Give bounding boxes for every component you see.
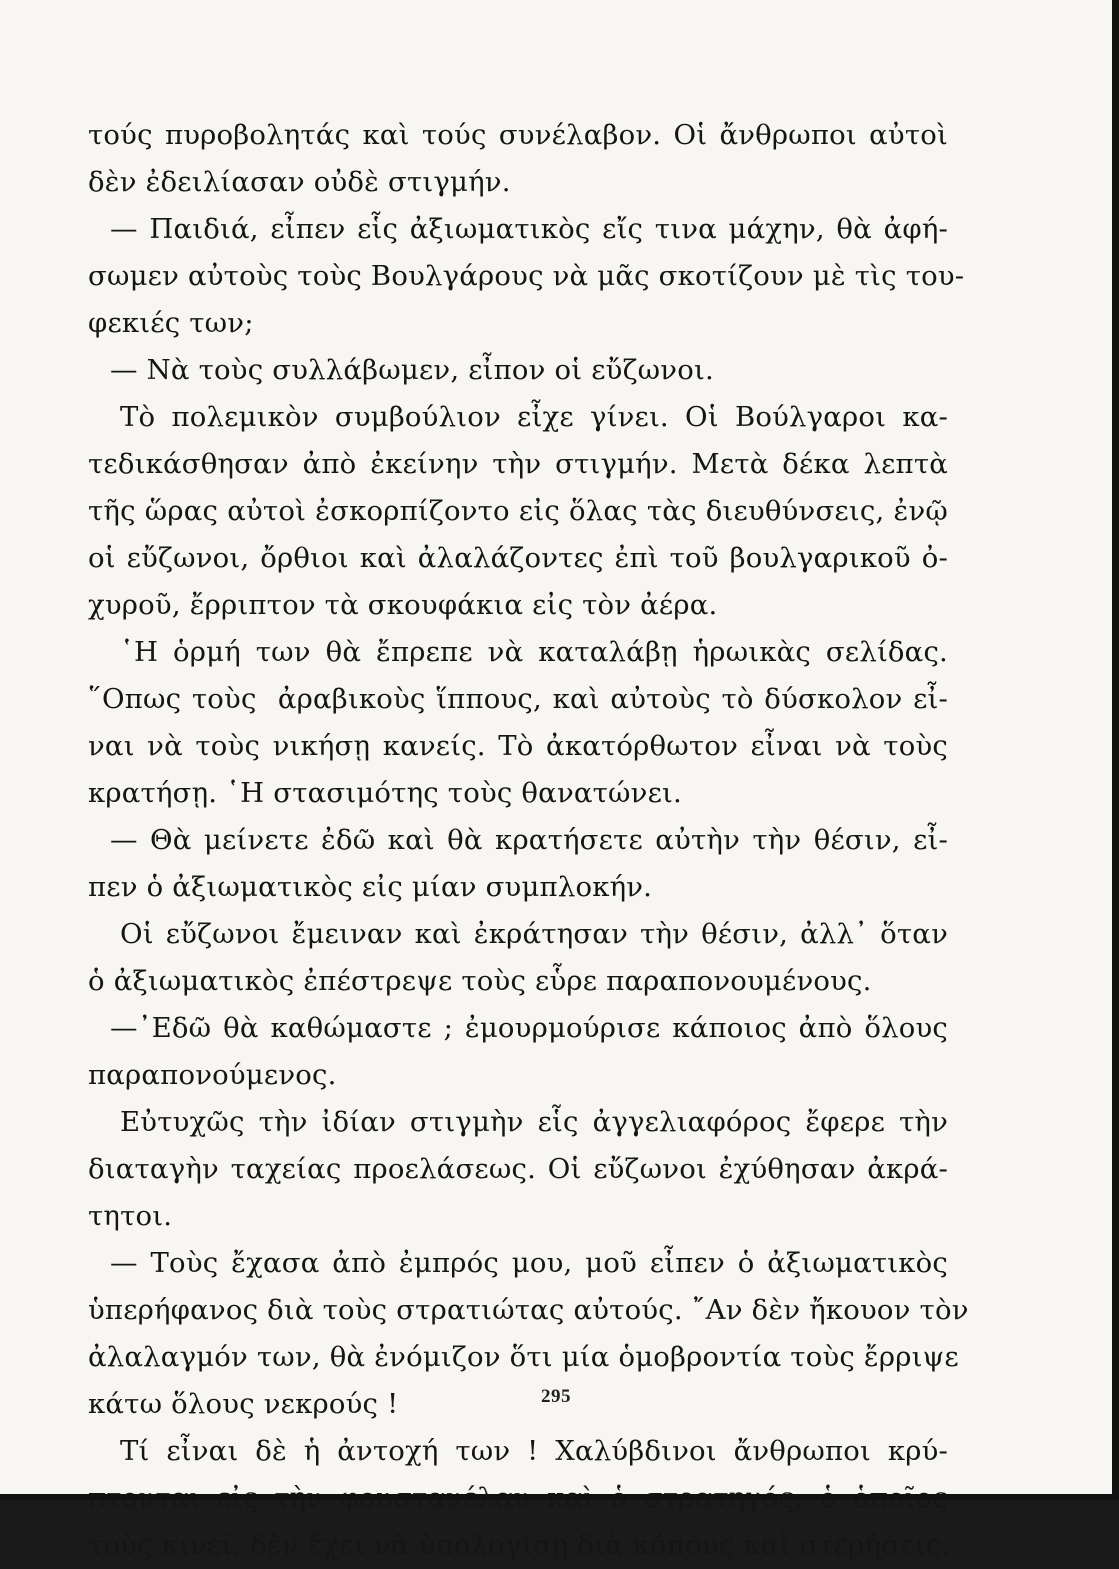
text-line: —᾽Εδῶ θὰ καθώμαστε ; ἐμουρμούρισε κάποιος ἀπὸ ὅλους xyxy=(110,1012,948,1044)
text-line: τῆς ὥρας αὐτοὶ ἐσκορπίζοντο εἰς ὅλας τὰς διευθύνσεις, ἐνῷ xyxy=(88,495,948,527)
text-line: πεν ὁ ἀξιωματικὸς εἰς μίαν συμπλοκήν. xyxy=(88,871,653,903)
text-line: ναι νὰ τοὺς νικήσῃ κανείς. Τὸ ἀκατόρθωτον εἶναι νὰ τοὺς xyxy=(88,730,948,762)
text-line: οἱ εὔζωνοι, ὄρθιοι καὶ ἀλαλάζοντες ἐπὶ τοῦ βουλγαρικοῦ ὀ- xyxy=(88,542,948,574)
text-line: τούς πυροβολητάς καὶ τούς συνέλαβον. Οἱ ἄνθρωποι αὐτοὶ xyxy=(88,119,948,151)
scan-edge-right xyxy=(1112,0,1119,1500)
text-line: χυροῦ, ἔρριπτον τὰ σκουφάκια εἰς τὸν ἀέρα. xyxy=(88,589,718,621)
text-line: ὁ ἀξιωματικὸς ἐπέστρεψε τοὺς εὗρε παραπονουμένους. xyxy=(88,965,872,997)
page-number: 295 xyxy=(541,1386,571,1407)
text-line: διαταγὴν ταχείας προελάσεως. Οἱ εὔζωνοι ἐχύθησαν ἀκρά- xyxy=(88,1153,948,1185)
text-line: τοὺς κινεῖ, δὲν ἔχει νὰ ὑπολογίσῃ διὰ κόπους καὶ στερήσεις. xyxy=(88,1529,951,1561)
text-line: — Παιδιά, εἶπεν εἷς ἀξιωματικὸς εἴς τινα μάχην, θὰ ἀφή- xyxy=(110,213,948,245)
text-line: Τὸ πολεμικὸν συμβούλιον εἶχε γίνει. Οἱ Βούλγαροι κα- xyxy=(120,401,948,433)
text-line: σωμεν αὐτοὺς τοὺς Βουλγάρους νὰ μᾶς σκοτίζουν μὲ τὶς του- xyxy=(88,260,965,292)
text-line: — Νὰ τοὺς συλλάβωμεν, εἶπον οἱ εὔζωνοι. xyxy=(110,354,714,386)
text-line: Οἱ εὔζωνοι ἔμειναν καὶ ἐκράτησαν τὴν θέσιν, ἀλλ᾽ ὅταν xyxy=(120,918,948,950)
text-line: Τί εἶναι δὲ ἡ ἀντοχή των ! Χαλύβδινοι ἄνθρωποι κρύ- xyxy=(120,1435,948,1467)
text-line: ἀλαλαγμόν των, θὰ ἐνόμιζον ὅτι μία ὁμοβροντία τοὺς ἔρριψε xyxy=(88,1341,959,1373)
text-line: — Τοὺς ἔχασα ἀπὸ ἐμπρός μου, μοῦ εἶπεν ὁ ἀξιωματικὸς xyxy=(110,1247,948,1279)
text-line: τεδικάσθησαν ἀπὸ ἐκείνην τὴν στιγμήν. Μετὰ δέκα λεπτὰ xyxy=(88,448,948,480)
text-line: κάτω ὅλους νεκρούς ! xyxy=(88,1388,399,1420)
body-text xyxy=(88,112,969,1569)
scan-edge-bottom xyxy=(0,1494,1119,1500)
text-line: τητοι. xyxy=(88,1200,173,1232)
text-line: ῞Οπως τοὺς ἀραβικοὺς ἵππους, καὶ αὐτοὺς τὸ δύσκολον εἶ- xyxy=(88,683,948,715)
text-line: φεκιές των; xyxy=(88,307,254,339)
text-line: κρατήσῃ. ῾Η στασιμότης τοὺς θανατώνει. xyxy=(88,777,682,809)
text-line: ὑπερήφανος διὰ τοὺς στρατιώτας αὐτούς. ῎Αν δὲν ἤκουον τὸν xyxy=(88,1294,969,1326)
text-line: Εὐτυχῶς τὴν ἰδίαν στιγμὴν εἷς ἀγγελιαφόρος ἔφερε τὴν xyxy=(120,1106,948,1138)
text-line: δὲν ἐδειλίασαν οὐδὲ στιγμήν. xyxy=(88,166,511,198)
text-line: παραπονούμενος. xyxy=(88,1059,337,1091)
text-line: ῾Η ὁρμή των θὰ ἔπρεπε νὰ καταλάβῃ ἡρωικὰς σελίδας. xyxy=(120,636,948,668)
text-line: — Θὰ μείνετε ἐδῶ καὶ θὰ κρατήσετε αὐτὴν τὴν θέσιν, εἶ- xyxy=(110,824,948,856)
